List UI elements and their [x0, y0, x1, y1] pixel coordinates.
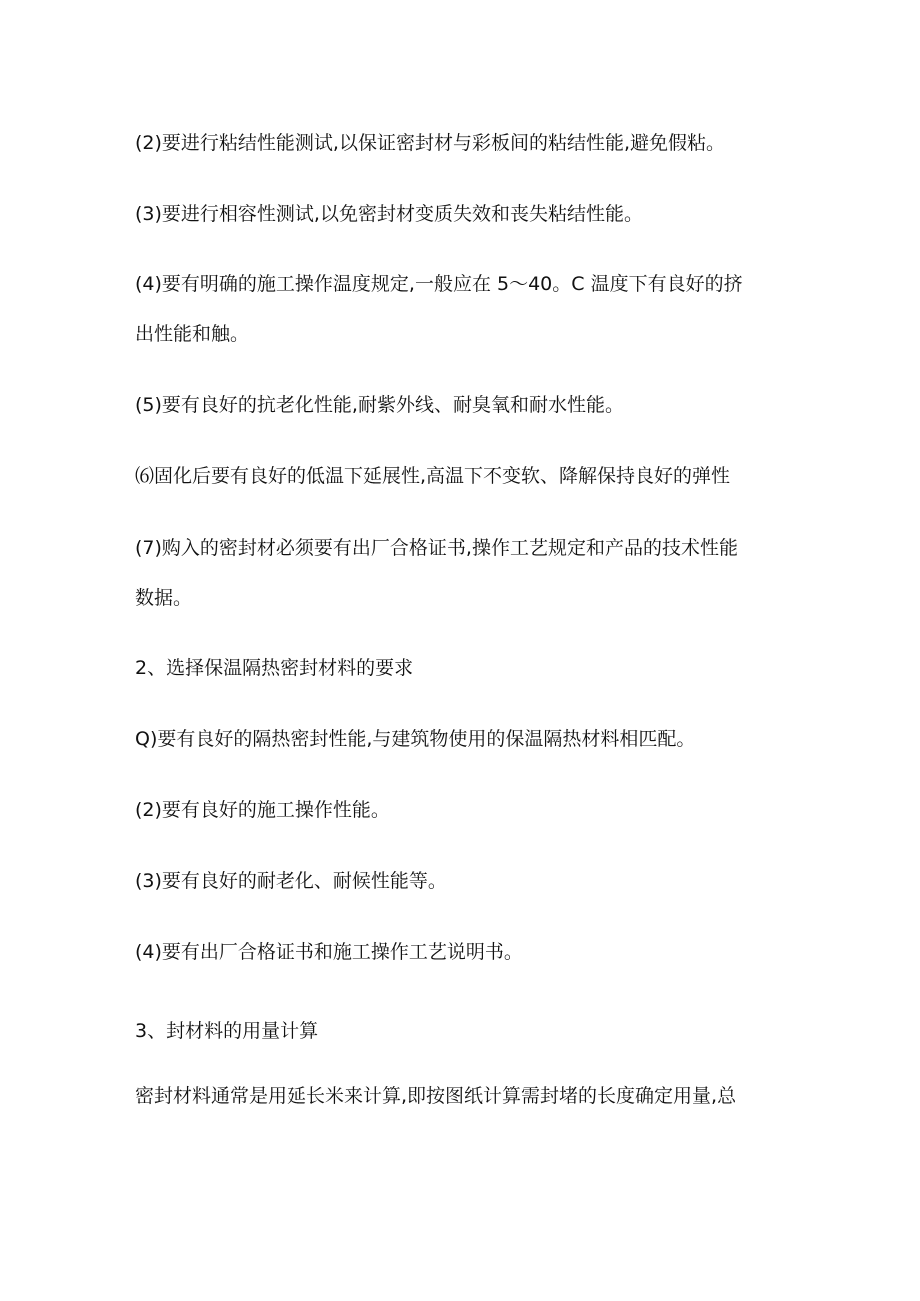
text-line: ⑹固化后要有良好的低温下延展性,高温下不变软、降解保持良好的弹性 [135, 465, 731, 487]
text-line: (3)要进行相容性测试,以免密封材变质失效和丧失粘结性能。 [135, 203, 643, 225]
text-line: (4)要有出厂合格证书和施工操作工艺说明书。 [135, 941, 523, 963]
text-line: (4)要有明确的施工操作温度规定,一般应在 5～40。C 温度下有良好的挤 [135, 273, 743, 295]
text-line: (2)要进行粘结性能测试,以保证密封材与彩板间的粘结性能,避免假粘。 [135, 132, 725, 154]
text-line: (2)要有良好的施工操作性能。 [135, 799, 390, 821]
text-line: 数据。 [135, 587, 193, 609]
section-heading: 3、封材料的用量计算 [135, 1020, 319, 1042]
text-line: 密封材料通常是用延长米来计算,即按图纸计算需封堵的长度确定用量,总 [135, 1085, 737, 1107]
text-line: (7)购入的密封材必须要有出厂合格证书,操作工艺规定和产品的技术性能 [135, 537, 738, 559]
text-line: 出性能和触。 [135, 323, 250, 345]
text-line: (5)要有良好的抗老化性能,耐紫外线、耐臭氧和耐水性能。 [135, 394, 624, 416]
text-line: (3)要有良好的耐老化、耐候性能等。 [135, 870, 447, 892]
text-line: Q)要有良好的隔热密封性能,与建筑物使用的保温隔热材料相匹配。 [135, 728, 696, 750]
section-heading: 2、选择保温隔热密封材料的要求 [135, 657, 414, 679]
